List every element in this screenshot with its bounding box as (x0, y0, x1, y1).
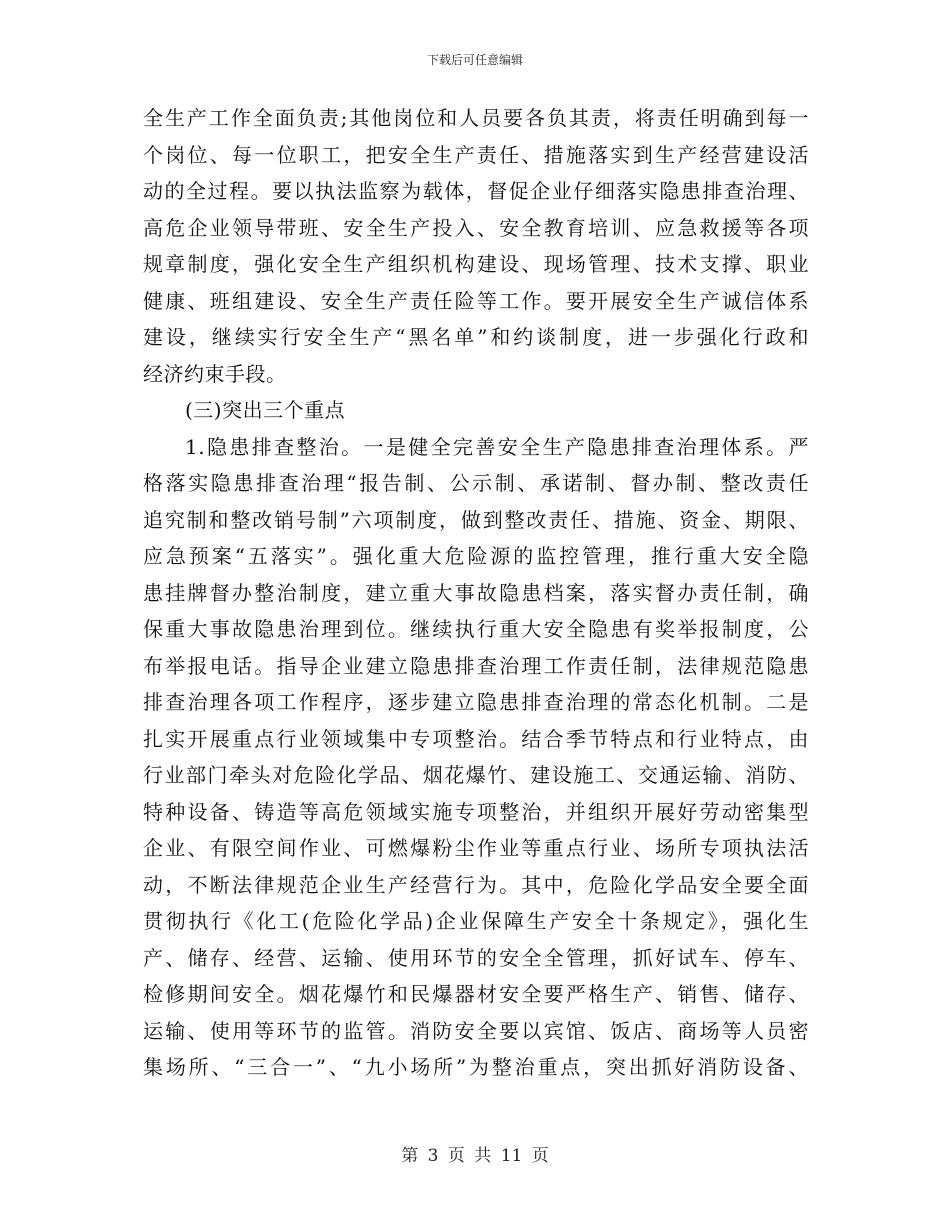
text-line: 布举报电话。指导企业建立隐患排查治理工作责任制，法律规范隐患 (143, 653, 809, 678)
page-header-note: 下载后可任意编辑 (426, 53, 523, 67)
text-line: 格落实隐患排查治理“报告制、公示制、承诺制、督办制、整改责任 (143, 471, 809, 495)
text-line: 运输、使用等环节的监管。消防安全要以宾馆、饭店、商场等人员密 (143, 1018, 809, 1043)
paragraph-1 (143, 100, 809, 392)
text-line: 特种设备、铸造等高危领域实施专项整治，并组织开展好劳动密集型 (143, 799, 809, 824)
text-line: 高危企业领导带班、安全生产投入、安全教育培训、应急救援等各项 (143, 215, 809, 240)
text-line: 建设，继续实行安全生产“黑名单”和约谈制度，进一步强化行政和 (143, 325, 809, 349)
text-line: 排查治理各项工作程序，逐步建立隐患排查治理的常态化机制。二是 (143, 690, 809, 714)
document-body (143, 100, 809, 1086)
text-line: 1.隐患排查整治。一是健全完善安全生产隐患排查治理体系。严 (185, 434, 809, 459)
page-number: 第 3 页 共 11 页 (401, 1146, 549, 1166)
text-line: 患挂牌督办整治制度，建立重大事故隐患档案，落实督办责任制，确 (143, 580, 809, 605)
text-line: 行业部门牵头对危险化学品、烟花爆竹、建设施工、交通运输、消防、 (143, 763, 809, 787)
text-line: 产、储存、经营、运输、使用环节的安全全管理，抓好试车、停车、 (143, 945, 809, 970)
text-line: 保重大事故隐患治理到位。继续执行重大安全隐患有奖举报制度，公 (143, 617, 809, 641)
text-line: 经济约束手段。 (143, 361, 287, 386)
text-line: 健康、班组建设、安全生产责任险等工作。要开展安全生产诚信体系 (143, 288, 809, 313)
text-line: 动的全过程。要以执法监察为载体，督促企业仔细落实隐患排查治理、 (143, 179, 809, 203)
text-line: 动，不断法律规范企业生产经营行为。其中，危险化学品安全要全面 (143, 872, 809, 897)
text-line: 企业、有限空间作业、可燃爆粉尘作业等重点行业、场所专项执法活 (143, 836, 809, 860)
paragraph-2 (143, 429, 809, 1086)
text-line: 全生产工作全面负责;其他岗位和人员要各负其责，将责任明确到每一 (143, 106, 809, 130)
text-line: 检修期间安全。烟花爆竹和民爆器材安全要严格生产、销售、储存、 (143, 982, 809, 1006)
text-line: 追究制和整改销号制”六项制度，做到整改责任、措施、资金、期限、 (143, 507, 809, 532)
text-line: 规章制度，强化安全生产组织机构建设、现场管理、技术支撑、职业 (143, 252, 809, 276)
text-line: 集场所、“三合一”、“九小场所”为整治重点，突出抓好消防设备、 (143, 1055, 809, 1079)
text-line: 应急预案“五落实”。强化重大危险源的监控管理，推行重大安全隐 (143, 544, 809, 568)
text-line: 贯彻执行《化工(危险化学品)企业保障生产安全十条规定》，强化生 (143, 909, 809, 933)
text-line: 个岗位、每一位职工，把安全生产责任、措施落实到生产经营建设活 (143, 142, 809, 167)
text-line: 扎实开展重点行业领域集中专项整治。结合季节特点和行业特点，由 (143, 726, 809, 751)
section-heading: (三)突出三个重点 (185, 398, 346, 422)
